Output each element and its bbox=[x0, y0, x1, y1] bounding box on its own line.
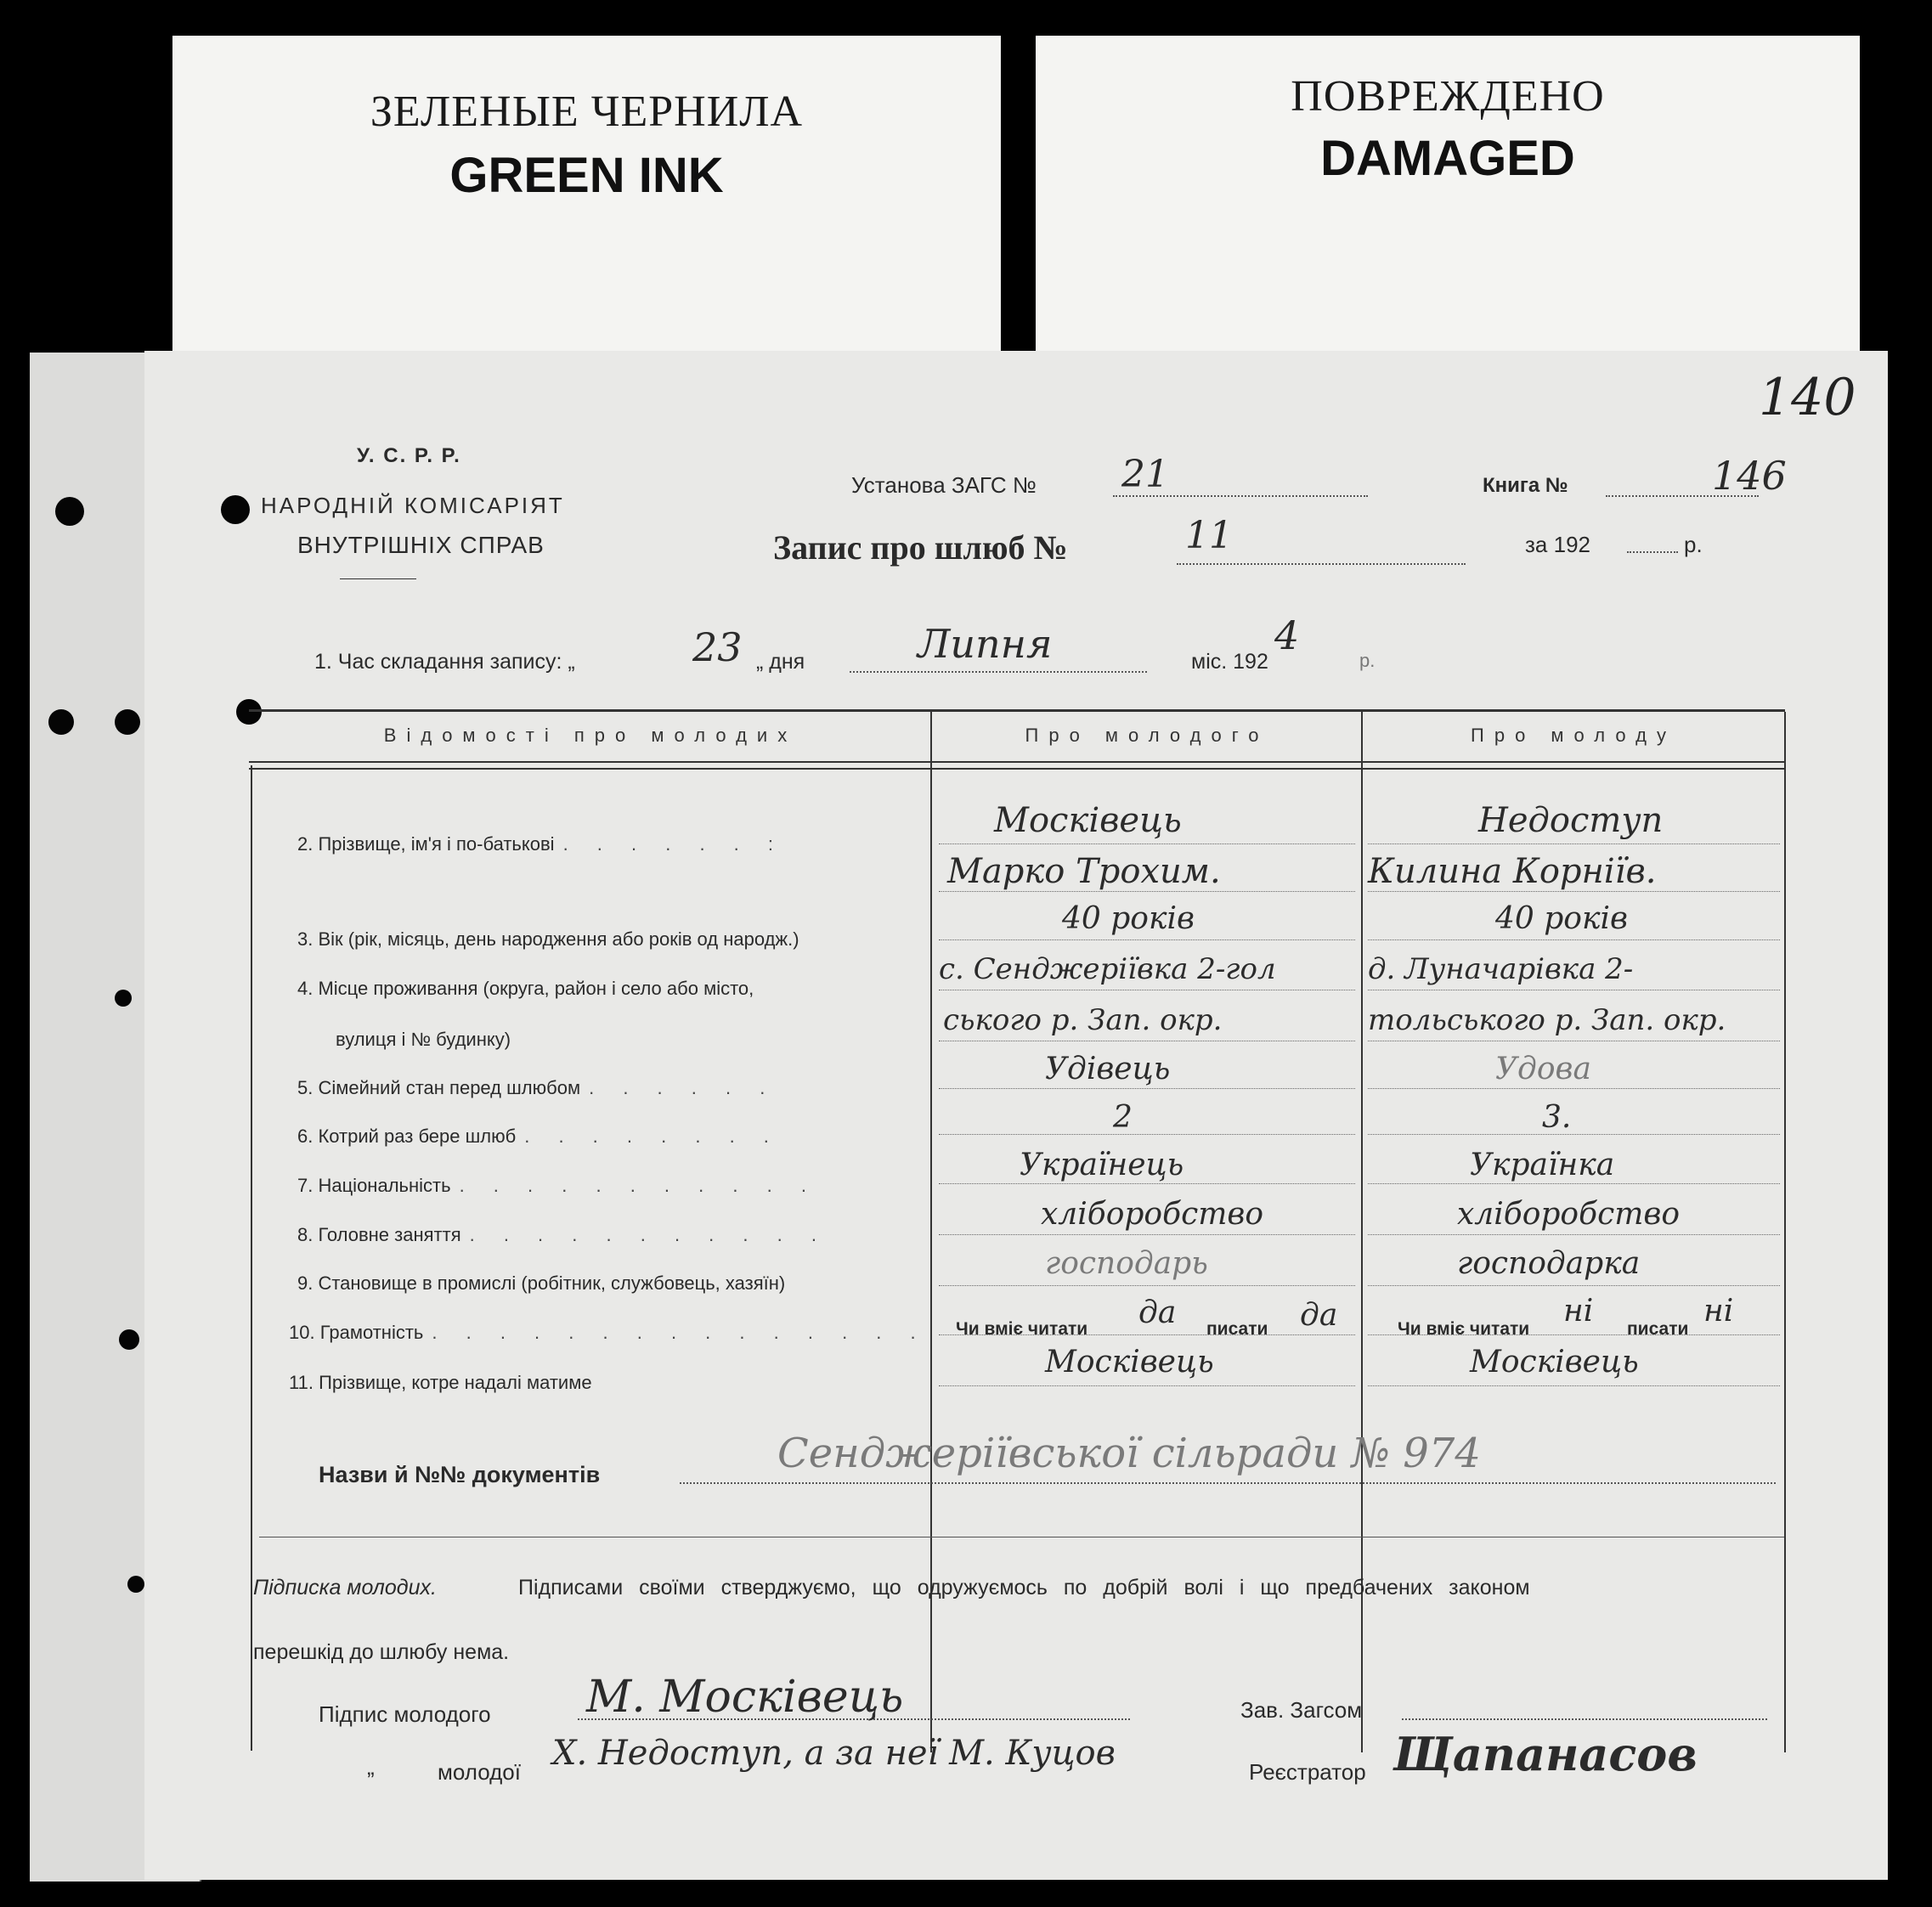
record-number-line bbox=[1177, 563, 1466, 565]
bride-marital-status: Удова bbox=[1495, 1052, 1591, 1086]
punch-hole-icon bbox=[115, 990, 132, 1007]
table-left-border bbox=[251, 765, 252, 1751]
groom-given-names: Марко Трохим. bbox=[947, 852, 1221, 891]
book-label: Книга № bbox=[1483, 474, 1568, 497]
marriage-record-form bbox=[144, 351, 1888, 1880]
bride-nationality: Українка bbox=[1470, 1148, 1615, 1182]
bride-read-label: Чи вміє читати bbox=[1398, 1319, 1530, 1339]
row-line bbox=[939, 891, 1355, 892]
bride-age: 40 років bbox=[1495, 901, 1628, 936]
groom-age: 40 років bbox=[1062, 901, 1195, 936]
bride-future-surname: Москівець bbox=[1470, 1345, 1639, 1379]
groom-residence-2: ського р. Зап. окр. bbox=[943, 1003, 1223, 1037]
documents-line bbox=[680, 1482, 1776, 1484]
groom-nationality: Українець bbox=[1020, 1148, 1184, 1182]
bride-position: господарка bbox=[1457, 1246, 1641, 1281]
groom-marriage-count: 2 bbox=[1113, 1100, 1133, 1135]
documents-label: Назви й №№ документів bbox=[319, 1462, 601, 1487]
row-line bbox=[1368, 1088, 1780, 1089]
col-header-groom: Про молодого bbox=[1025, 725, 1269, 746]
year-suffix: р. bbox=[1684, 532, 1703, 557]
bride-signature-label: молодої bbox=[438, 1759, 521, 1785]
documents-value: Сенджеріївської сільради № 974 bbox=[777, 1430, 1481, 1477]
item1-month-line bbox=[850, 671, 1147, 673]
damaged-label-en: DAMAGED bbox=[1320, 131, 1575, 186]
row-line bbox=[939, 1183, 1355, 1184]
bride-occupation: хліборобство bbox=[1457, 1197, 1681, 1232]
declaration-title: Підписка молодих. bbox=[253, 1576, 437, 1600]
item1-year-suffix: р. bbox=[1359, 650, 1376, 671]
institution-label: Установа ЗАГС № bbox=[851, 472, 1037, 498]
row-line bbox=[939, 939, 1355, 940]
record-number: 11 bbox=[1185, 514, 1233, 557]
row-line bbox=[939, 1285, 1355, 1286]
bride-marriage-count: 3. bbox=[1542, 1100, 1572, 1135]
registrar-signature: Щапанасов bbox=[1393, 1727, 1698, 1781]
row-label-text: 6. Котрий раз бере шлюб bbox=[297, 1126, 517, 1147]
col-header-bride: Про молоду bbox=[1471, 725, 1676, 746]
item1-year-digit: 4 bbox=[1274, 612, 1300, 658]
item1-month: Липня bbox=[918, 621, 1053, 667]
groom-surname: Москівець bbox=[994, 801, 1182, 840]
head-signature-label: Зав. Загсом bbox=[1240, 1697, 1363, 1723]
row-label-residence-cont: вулиця і № будинку) bbox=[336, 1029, 511, 1050]
bride-given-names: Килина Корніїв. bbox=[1368, 852, 1657, 891]
row-line bbox=[1368, 1134, 1780, 1135]
row-label-future-surname: 11. Прізвище, котре надалі матиме bbox=[289, 1372, 592, 1393]
row-line bbox=[1368, 1234, 1780, 1235]
punch-hole-icon bbox=[221, 495, 250, 524]
item1-label: 1. Час складання запису: „ bbox=[314, 650, 575, 674]
row-label-position: 9. Становище в промислі (робітник, службовець, хазяїн) bbox=[297, 1272, 786, 1294]
row-line bbox=[939, 1234, 1355, 1235]
item1-month-label: міс. 192 bbox=[1191, 650, 1268, 674]
groom-residence-1: с. Сенджеріївка 2-гол bbox=[939, 952, 1276, 986]
groom-can-write: да bbox=[1300, 1298, 1338, 1333]
declaration-text: Підписами своїми стверджуємо, що одружуємось по добрій волі і що предбачених законом bbox=[518, 1576, 1530, 1600]
row-label-text: 7. Національність bbox=[297, 1175, 451, 1196]
punch-hole-icon bbox=[236, 699, 262, 725]
punch-hole-icon bbox=[115, 709, 140, 735]
row-line bbox=[1368, 1183, 1780, 1184]
punch-hole-icon bbox=[119, 1329, 139, 1350]
groom-signature-label: Підпис молодого bbox=[319, 1701, 491, 1727]
damaged-card bbox=[1036, 36, 1860, 354]
groom-signature: М. Москівець bbox=[586, 1672, 904, 1723]
table-header-line bbox=[249, 768, 1785, 770]
row-label-text: 5. Сімейний стан перед шлюбом bbox=[297, 1077, 581, 1098]
row-label-residence: 4. Місце проживання (округа, район і село або місто, bbox=[297, 978, 754, 999]
row-label-age: 3. Вік (рік, місяць, день народження або років од народж.) bbox=[297, 928, 799, 950]
item1-day: 23 bbox=[692, 624, 743, 670]
registrar-label: Реєстратор bbox=[1249, 1759, 1366, 1785]
groom-occupation: хліборобство bbox=[1041, 1197, 1264, 1232]
row-line bbox=[939, 1134, 1355, 1135]
row-label-text: 10. Грамотність bbox=[289, 1322, 424, 1343]
book-line bbox=[1606, 495, 1759, 497]
col-header-info: Відомості про молодих bbox=[383, 725, 798, 746]
bride-surname: Недоступ bbox=[1478, 801, 1664, 840]
row-label-marital-status: 5. Сімейний стан перед шлюбом . . . . . . bbox=[297, 1077, 777, 1098]
divider bbox=[340, 578, 416, 579]
groom-write-label: писати bbox=[1206, 1319, 1268, 1339]
row-label-occupation: 8. Головне заняття . . . . . . . . . . . bbox=[297, 1224, 828, 1245]
institution-line bbox=[1113, 495, 1368, 497]
year-line bbox=[1627, 551, 1678, 553]
declaration-text-2: перешкід до шлюбу нема. bbox=[253, 1640, 510, 1664]
bride-residence-2: тольського р. Зап. окр. bbox=[1368, 1003, 1726, 1037]
table-top-line bbox=[249, 709, 1785, 712]
page-number: 140 bbox=[1759, 368, 1856, 427]
row-line bbox=[939, 1385, 1355, 1386]
bride-can-read: ні bbox=[1563, 1294, 1594, 1329]
table-right-border bbox=[1784, 712, 1786, 1752]
record-title: Запис про шлюб № bbox=[773, 528, 1068, 567]
row-line bbox=[939, 1088, 1355, 1089]
bride-signature: Х. Недоступ, а за неї М. Куцов bbox=[552, 1734, 1116, 1773]
book-number: 146 bbox=[1712, 453, 1787, 499]
bride-signature-prefix: „ bbox=[367, 1754, 375, 1780]
year-label: за 192 bbox=[1525, 532, 1590, 557]
row-line bbox=[1368, 1385, 1780, 1386]
groom-position: господарь bbox=[1045, 1246, 1208, 1281]
bride-residence-1: д. Луначарівка 2- bbox=[1368, 952, 1634, 986]
punch-hole-icon bbox=[48, 709, 74, 735]
groom-can-read: да bbox=[1138, 1295, 1177, 1330]
row-line bbox=[1368, 891, 1780, 892]
row-line bbox=[1368, 939, 1780, 940]
row-label-marriage-count: 6. Котрий раз бере шлюб . . . . . . . . bbox=[297, 1126, 781, 1147]
punch-hole-icon bbox=[55, 497, 84, 526]
row-line bbox=[1368, 843, 1780, 844]
head-signature-line bbox=[1402, 1718, 1767, 1720]
row-label-text: 8. Головне заняття bbox=[297, 1224, 461, 1245]
row-label-literacy: 10. Грамотність . . . . . . . . . . . . . . . bbox=[289, 1322, 928, 1343]
row-label-text: 2. Прізвище, ім'я і по-батькові bbox=[297, 833, 555, 855]
green-ink-card bbox=[172, 36, 1001, 354]
row-line bbox=[1368, 1285, 1780, 1286]
commissariat-line2: ВНУТРІШНІХ СПРАВ bbox=[297, 532, 545, 558]
punch-hole-icon bbox=[127, 1576, 144, 1593]
groom-read-label: Чи вміє читати bbox=[956, 1319, 1088, 1339]
damaged-label-ru: ПОВРЕЖДЕНО bbox=[1291, 72, 1605, 121]
bride-write-label: писати bbox=[1627, 1319, 1689, 1339]
green-ink-label-ru: ЗЕЛЕНЫЕ ЧЕРНИЛА bbox=[370, 87, 804, 136]
table-header-line bbox=[249, 761, 1785, 763]
institution-number: 21 bbox=[1121, 453, 1169, 496]
groom-future-surname: Москівець bbox=[1045, 1345, 1214, 1379]
row-label-name: 2. Прізвище, ім'я і по-батькові . . . . . . : bbox=[297, 833, 786, 855]
commissariat-line1: НАРОДНІЙ КОМІСАРІЯТ bbox=[261, 493, 565, 518]
green-ink-label-en: GREEN INK bbox=[449, 148, 724, 203]
item1-day-suffix: „ дня bbox=[756, 650, 805, 674]
row-line bbox=[939, 843, 1355, 844]
row-label-nationality: 7. Національність . . . . . . . . . . . bbox=[297, 1175, 818, 1196]
groom-marital-status: Удівець bbox=[1045, 1052, 1171, 1086]
bride-can-write: ні bbox=[1703, 1294, 1734, 1329]
republic-abbrev: У. С. Р. Р. bbox=[357, 444, 461, 467]
